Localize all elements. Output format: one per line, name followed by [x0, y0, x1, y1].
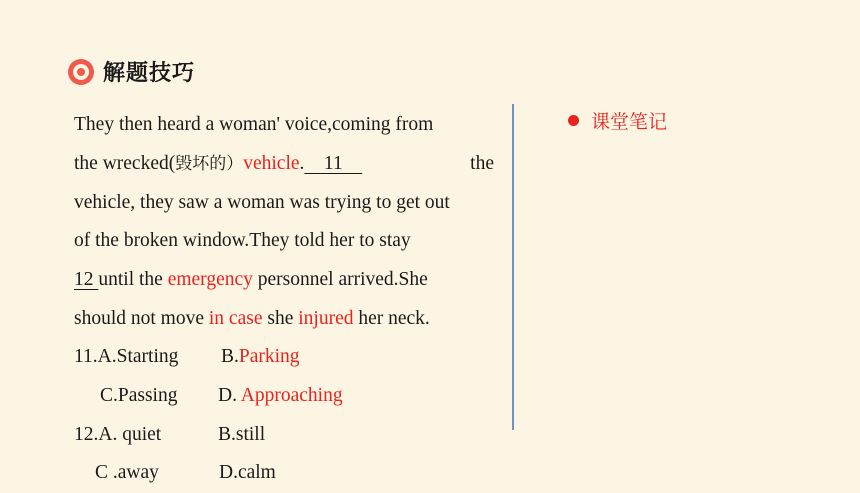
highlighted-phrase: in case	[208, 307, 263, 329]
passage-line	[74, 145, 494, 184]
notes-title: 课堂笔记	[591, 111, 668, 133]
text-fragment: should not move	[74, 307, 209, 329]
section-heading	[68, 56, 195, 87]
passage-line	[74, 184, 494, 223]
chinese-gloss: 毁坏的）	[175, 153, 244, 174]
option-12-a: 12.A. quiet	[74, 423, 162, 445]
option-11-b	[221, 338, 300, 377]
option-letter: D.	[218, 384, 241, 406]
vertical-divider	[512, 104, 514, 430]
text-fragment: her neck.	[353, 307, 430, 329]
section-title: 解题技巧	[103, 61, 196, 86]
option-11-a: 11.A.Starting	[74, 346, 179, 367]
class-notes-heading	[568, 107, 667, 134]
option-12-d: D.calm	[219, 462, 276, 484]
passage-text	[74, 145, 362, 184]
passage-line	[74, 300, 494, 339]
passage-line	[74, 222, 494, 261]
passage-text: vehicle, they saw a woman was trying to get out	[74, 191, 450, 213]
text-fragment: until the	[98, 269, 168, 291]
passage-text: of the broken window.They told her to stay	[74, 230, 411, 252]
bullet-dot-icon	[568, 115, 579, 126]
highlighted-answer: Approaching	[240, 384, 343, 406]
highlighted-word: injured	[298, 307, 354, 329]
text-fragment: she	[262, 307, 299, 329]
target-icon	[68, 59, 94, 85]
text-fragment: .	[299, 152, 305, 174]
highlighted-word: vehicle	[243, 152, 300, 174]
option-12-b: B.still	[218, 423, 266, 445]
option-11-c: C.Passing	[100, 384, 178, 406]
text-fragment: the	[470, 152, 494, 174]
reading-passage	[74, 106, 494, 339]
passage-line	[74, 106, 494, 145]
text-fragment: the wrecked(	[74, 152, 176, 174]
highlighted-answer: Parking	[238, 346, 300, 367]
passage-line	[74, 261, 494, 300]
blank-12: 12	[74, 269, 99, 291]
passage-text: They then heard a woman' voice,coming from	[74, 114, 434, 135]
highlighted-word: emergency	[167, 269, 253, 291]
text-fragment: personnel arrived.She	[252, 269, 428, 291]
option-letter: B.	[221, 346, 239, 367]
option-12-c: C .away	[95, 462, 159, 484]
blank-11: 11	[304, 152, 363, 174]
option-11-d	[218, 377, 343, 416]
